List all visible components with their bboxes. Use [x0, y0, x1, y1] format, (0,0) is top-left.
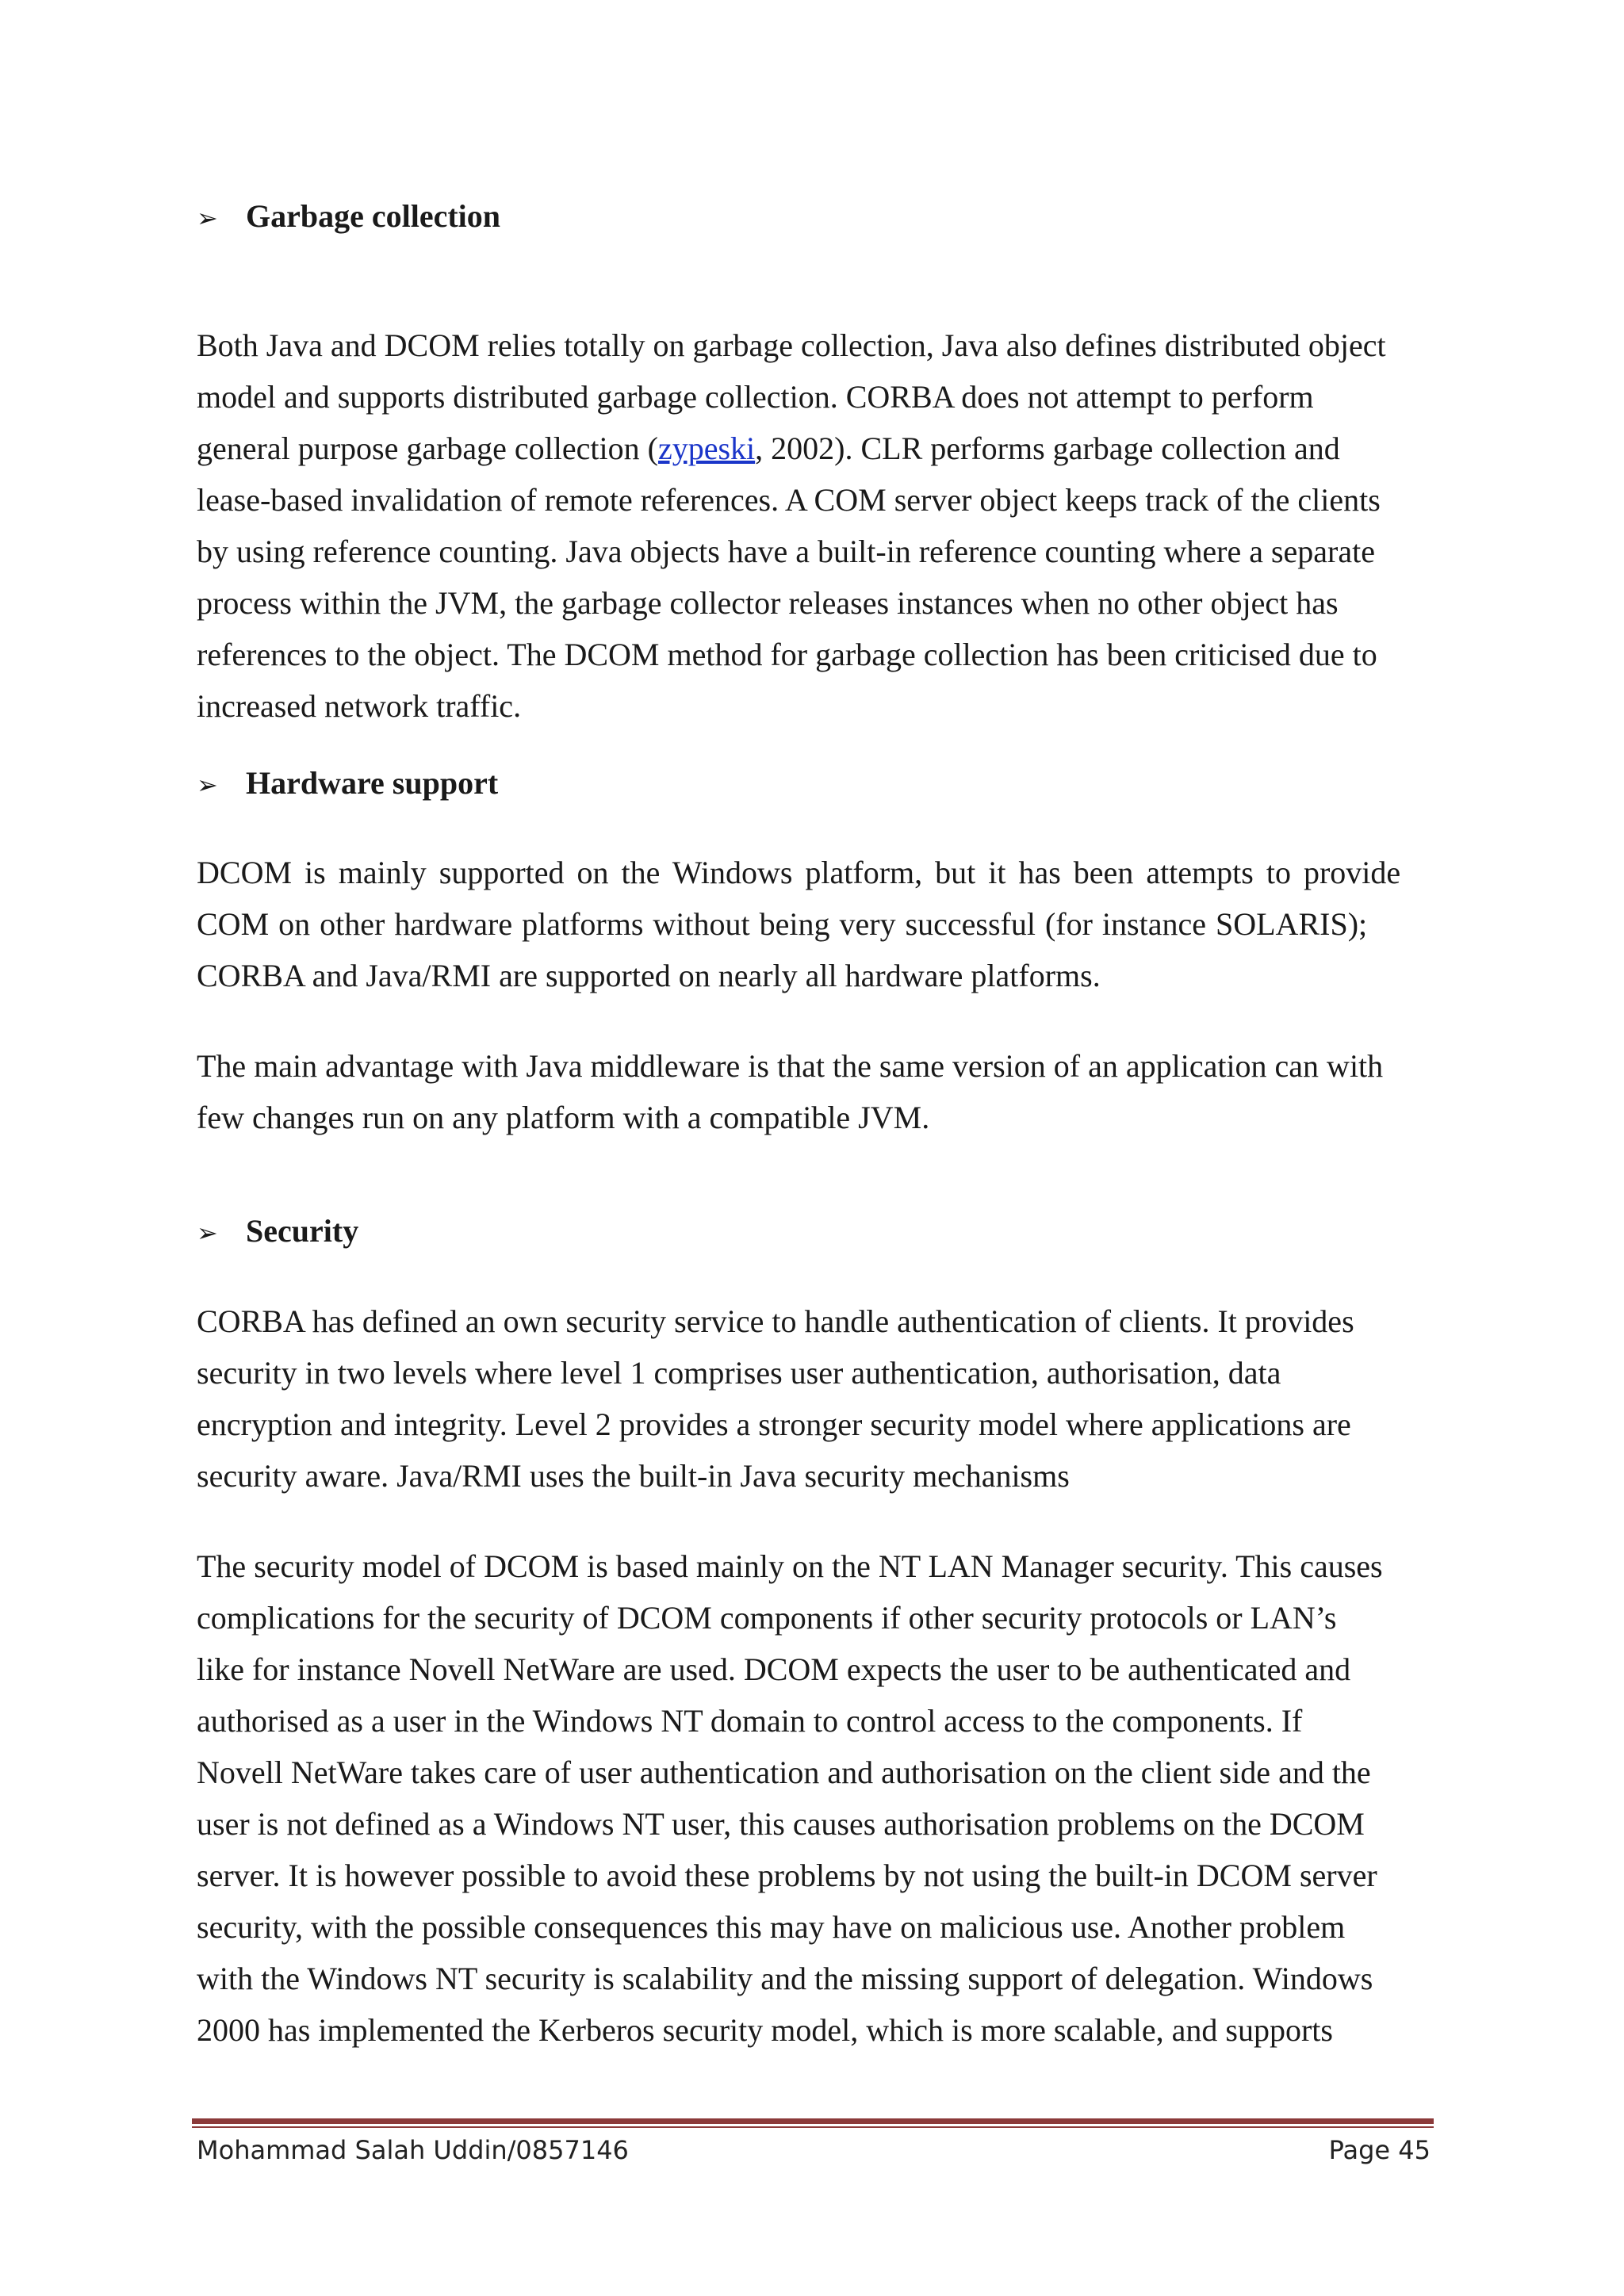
footer-page-number: Page 45: [1328, 2135, 1431, 2165]
footer-divider-thin: [192, 2126, 1434, 2128]
citation-link-zypeski[interactable]: zypeski: [657, 430, 756, 466]
heading-security: [197, 1211, 358, 1253]
heading-hardware-support: [197, 763, 498, 805]
paragraph-java-middleware: [197, 1040, 1431, 1143]
text-line: encryption and integrity. Level 2 provides a stronger security model where applications are: [197, 1406, 1351, 1442]
footer-author: Mohammad Salah Uddin/0857146: [197, 2135, 629, 2165]
text-line: COM on other hardware platforms without being very successful (for instance SOLARIS);: [197, 906, 1368, 942]
text-line: security in two levels where level 1 comprises user authentication, authorisation, data: [197, 1355, 1281, 1391]
text-line: Both Java and DCOM relies totally on garbage collection, Java also defines distributed object: [197, 327, 1386, 363]
text-line: DCOM is mainly supported on the Windows platform, but it has been attempts to provide: [197, 855, 1401, 890]
heading-garbage-collection: [197, 197, 500, 238]
paragraph-hardware-support: [197, 847, 1431, 1001]
text-segment: general purpose garbage collection (: [197, 430, 658, 466]
text-line: like for instance Novell NetWare are used. DCOM expects the user to be authenticated and: [197, 1651, 1351, 1687]
text-line: complications for the security of DCOM components if other security protocols or LAN’s: [197, 1600, 1337, 1636]
arrow-bullet-icon: ➢: [197, 1218, 218, 1248]
text-line: 2000 has implemented the Kerberos security model, which is more scalable, and supports: [197, 2012, 1333, 2048]
footer-divider: [192, 2118, 1434, 2126]
heading-text: Security: [246, 1213, 359, 1249]
text-line: few changes run on any platform with a compatible JVM.: [197, 1100, 930, 1135]
heading-text: Garbage collection: [246, 198, 501, 234]
text-line: authorised as a user in the Windows NT domain to control access to the components. If: [197, 1703, 1303, 1739]
text-line: by using reference counting. Java objects have a built-in reference counting where a separate: [197, 534, 1375, 569]
paragraph-corba-security: [197, 1295, 1431, 1502]
text-line: lease-based invalidation of remote references. A COM server object keeps track of the clients: [197, 482, 1381, 518]
text-line: model and supports distributed garbage collection. CORBA does not attempt to perform: [197, 379, 1314, 415]
paragraph-dcom-security: [197, 1540, 1431, 2056]
text-line: The security model of DCOM is based mainly on the NT LAN Manager security. This causes: [197, 1548, 1383, 1584]
text-line: security, with the possible consequences this may have on malicious use. Another problem: [197, 1909, 1346, 1945]
text-line: user is not defined as a Windows NT user, this causes authorisation problems on the DCOM: [197, 1806, 1365, 1842]
text-line: [197, 423, 1431, 474]
text-line: process within the JVM, the garbage collector releases instances when no other object has: [197, 585, 1339, 621]
arrow-bullet-icon: ➢: [197, 203, 218, 233]
text-segment: , 2002). CLR performs garbage collection and: [755, 430, 1340, 466]
text-line: The main advantage with Java middleware is that the same version of an application can with: [197, 1048, 1384, 1084]
text-line: server. It is however possible to avoid these problems by not using the built-in DCOM server: [197, 1858, 1377, 1893]
text-line: with the Windows NT security is scalability and the missing support of delegation. Windows: [197, 1961, 1373, 1996]
text-line: security aware. Java/RMI uses the built-in Java security mechanisms: [197, 1458, 1070, 1494]
paragraph-garbage-collection: [197, 320, 1431, 732]
heading-text: Hardware support: [246, 765, 499, 801]
text-line: references to the object. The DCOM method for garbage collection has been criticised due to: [197, 637, 1377, 672]
footer-divider-thick: [192, 2118, 1434, 2124]
text-line: CORBA and Java/RMI are supported on nearly all hardware platforms.: [197, 958, 1101, 993]
text-line: Novell NetWare takes care of user authentication and authorisation on the client side and the: [197, 1755, 1371, 1790]
text-line: increased network traffic.: [197, 688, 522, 724]
arrow-bullet-icon: ➢: [197, 770, 218, 800]
text-line: CORBA has defined an own security service to handle authentication of clients. It provides: [197, 1303, 1354, 1339]
